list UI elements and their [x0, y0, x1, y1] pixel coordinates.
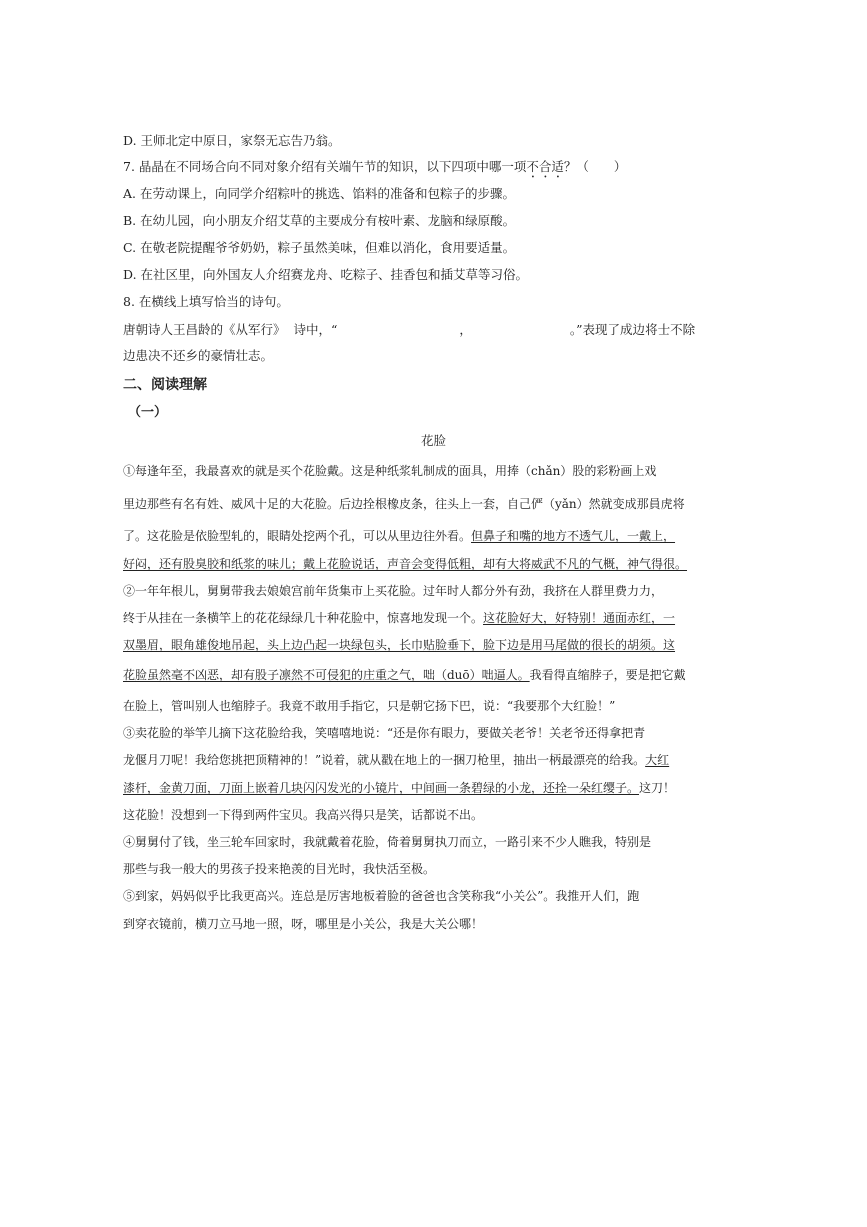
- q7-stem-pre: 7. 晶晶在不同场合向不同对象介绍有关端午节的知识，以下四项中哪一项: [123, 159, 527, 174]
- paragraph-1-line-4: [123, 556, 688, 572]
- paragraph-1-line-2: 里边那些有名有姓、威风十足的大花脸。后边拴根橡皮条，往头上一套，自己俨（yǎn）然就变成那員虎将: [123, 497, 685, 511]
- q8-line1-c: ，: [459, 322, 472, 337]
- q8-fill-line: [123, 322, 695, 338]
- paragraph-3-line-3: [123, 780, 688, 796]
- paragraph-4-line-1: ④舅舅付了钱，坐三轮车回家时，我就戴着花脸，倚着舅舅执刀而立，一路引来不少人瞧我，特别是: [123, 835, 652, 849]
- q8-line1-d: 。”表现了成边将士不除: [569, 322, 696, 337]
- paragraph-1-line-1: ①每逢年至，我最喜欢的就是买个花脸戴。这是种纸浆轧制成的面具，用捧（chǎn）股的彩粉画上戏: [123, 464, 657, 478]
- p3-l3-text: 这刀！: [639, 781, 676, 795]
- p2-l3-underlined: 双墨眉，眼角雄俊地吊起，头上边凸起一块绿包头，长巾贴脸垂下，脸下边是用马尾做的很长的胡须。这: [123, 638, 676, 652]
- section-subheading: （一）: [128, 405, 168, 420]
- q8-line1-a: 唐朝诗人王昌龄的《从军行》: [123, 322, 286, 337]
- q7-stem-post: ？（ ）: [563, 159, 627, 174]
- paragraph-3-line-4: 这花脸！没想到一下得到两件宝贝。我高兴得只是笑，话都说不出。: [123, 808, 484, 822]
- paragraph-3-line-2: [123, 752, 688, 768]
- q7-option-c: C. 在敬老院提醒爷爷奶奶，粽子虽然美味，但难以消化，食用要适量。: [123, 240, 516, 255]
- q6-option-d: D. 王师北定中原日，家祭无忘告乃翁。: [123, 133, 341, 148]
- paragraph-2-line-3: [123, 637, 688, 653]
- section-heading: 二、阅读理解: [123, 377, 207, 393]
- p2-l4-text: 我看得直缩脖子，要是把它戴: [529, 668, 686, 682]
- p2-l4-underlined: 花脸虽然毫不凶恶，却有股子凛然不可侵犯的庄重之气，咄（duō）咄逼人。: [123, 668, 530, 682]
- q8-line1-b: 诗中，“: [293, 322, 338, 337]
- q7-option-b: B. 在幼儿园，向小朋友介绍艾草的主要成分有桉叶素、龙脑和绿原酸。: [123, 213, 516, 228]
- p3-l2-underlined: 大红: [645, 753, 670, 767]
- q8-line2: 边患决不还乡的豪情壮志。: [123, 348, 274, 363]
- question-7-stem: [123, 159, 626, 181]
- p1-l3-underlined: 但鼻子和嘴的地方不透气儿，一戴上，: [471, 529, 676, 543]
- p1-l3-text: 了。这花脸是依脸型轧的，眼睛处挖两个孔，可以从里边往外看。: [123, 529, 472, 543]
- p2-l2-text: 终于从挂在一条横竿上的花花绿绿几十种花脸中，惊喜地发现一个。: [123, 611, 484, 625]
- paragraph-4-line-2: 那些与我一般大的男孩子投来艳羡的目光时，我快活至极。: [123, 862, 436, 876]
- paragraph-2-line-5: 在脸上，管叫别人也缩脖子。我竟不敢用手指它，只是朝它扬下巴，说：“我要那个大红脸！”: [123, 699, 616, 713]
- paragraph-5-line-1: ⑤到家，妈妈似乎比我更高兴。连总是厉害地板着脸的爸爸也含笑称我“小关公”。我推开人们，跑: [123, 889, 640, 903]
- p3-l3-underlined: 漆杆，金黄刀面，刀面上嵌着几块闪闪发光的小镜片，中间画一条碧绿的小龙，还拴一朵红缨子。: [123, 781, 640, 795]
- paragraph-1-line-3: [123, 528, 688, 544]
- p1-l4-underlined: 好闷，还有股臭胶和纸浆的味儿；戴上花脸说话，声音会变得低粗，却有大将威武不凡的气概，神气得很。: [123, 557, 688, 571]
- paragraph-5-line-2: 到穿衣镜前，横刀立马地一照，呀，哪里是小关公，我是大关公哪！: [123, 917, 484, 931]
- paragraph-2-line-4: [123, 667, 688, 683]
- passage-title: 花脸: [420, 433, 446, 448]
- q7-option-a: A. 在劳动课上，向同学介绍粽叶的挑选、馅料的准备和包粽子的步骤。: [123, 186, 515, 201]
- q7-option-d: D. 在社区里，向外国友人介绍赛龙舟、吃粽子、挂香包和插艾草等习俗。: [123, 267, 529, 282]
- p3-l2-text: 龙偃月刀呢！我给您挑把顶精神的！”说着，就从戳在地上的一捆刀枪里，抽出一柄最漂亮的给我。: [123, 753, 646, 767]
- paragraph-2-line-2: [123, 610, 688, 626]
- p2-l2-underlined: 这花脸好大，好特别！通面赤红，一: [483, 611, 676, 625]
- question-8-stem: 8. 在横线上填写恰当的诗句。: [123, 294, 289, 309]
- paragraph-2-line-1: ②一年年根儿，舅舅带我去娘娘宫前年货集市上买花脸。过年时人都分外有劲，我挤在人群里费力力，: [123, 584, 664, 598]
- q7-stem-emphasis: 不合适: [526, 159, 564, 174]
- paragraph-3-line-1: ③卖花脸的举竿儿摘下这花脸给我，笑嘻嘻地说：“还是你有眼力，要做关老爷！关老爷还得拿把青: [123, 726, 646, 740]
